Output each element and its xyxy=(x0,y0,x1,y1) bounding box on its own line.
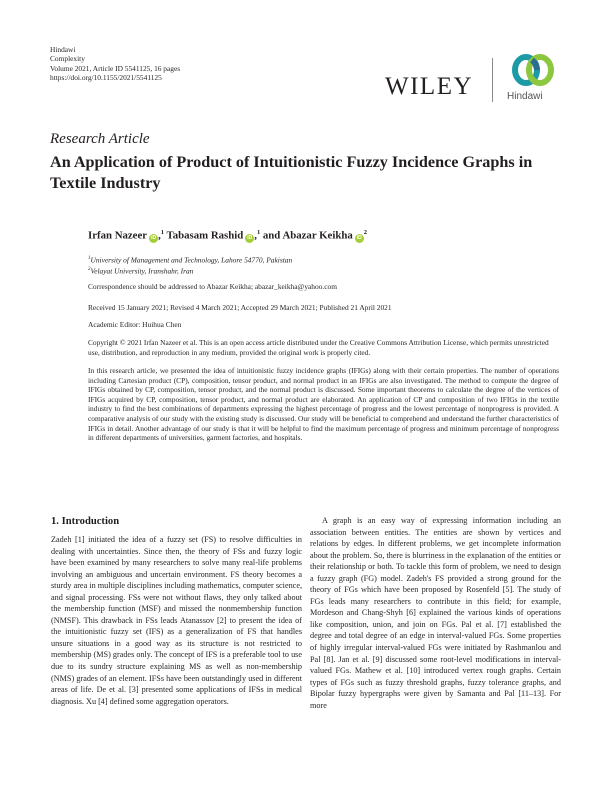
wiley-logo: WILEY xyxy=(385,73,474,100)
paragraph: A graph is an easy way of expressing information including an association between entities. The entities are shown by vertices and relations by edges. In different problems, we get incomplete information about the problem. So, there is blurriness in the explanation of the entities or their relationship or both. To tackle this form of problem, we need to design a fuzzy graph (FG) model. Zadeh's FS provided a strong ground for the theory of FGs which have been proposed by Rosenfeld [5]. The study of FGs leads many researchers to contribute in this field; for example, Mordeson and Chang-Shyh [6] explained the various kinds of operations like composition, union, and join on FGs. Pal et al. [7] established the degree and total degree of an edge in interval-valued FGs. Some properties of highly irregular interval-valued FGs were initiated by Rashmanlou and Pal [8]. Jan et al. [9] discussed some root-level modifications in interval-valued FGs. Mathew et al. [10] introduced vertex rough graphs. Certain types of FGs such as fuzzy threshold graphs, fuzzy tolerance graphs, and Bipolar fuzzy hypergraphs were given by Samanta and Pal [11–13]. For more xyxy=(310,516,561,710)
orcid-icon[interactable]: iD xyxy=(247,234,253,241)
copyright-notice: Copyright © 2021 Irfan Nazeer et al. This is an open access article distributed under the Creative Commons Attribution License, which permits unrestricted use, distribution, and reproduction in any medium, provided the original work is properly cited. xyxy=(88,338,549,357)
hindawi-logo-icon xyxy=(510,52,556,88)
left-column xyxy=(51,515,302,707)
affiliation-item: $^2$Velayat University, Iranshahr, Iran xyxy=(88,266,194,276)
author-name: Tabasam Rashid xyxy=(166,229,244,242)
affiliation-marker: 2 xyxy=(363,229,367,236)
logo-divider xyxy=(492,58,493,102)
hindawi-wordmark: Hindawi xyxy=(507,91,543,102)
affiliation-marker: 1 xyxy=(160,229,165,236)
journal-meta xyxy=(50,45,180,83)
abstract: In this research article, we presented the idea of intuitionistic fuzzy incidence graphs (IFIGs) along with their certain properties. The number of operations including Cartesian product (CP), composition, tensor product, and normal product in an IFIGs are also investigated. The method to compute the degree of IFIGs obtained by CP, composition, tensor product, and the normal product is discussed. Some important theorems to calculate the degree of the vertices of IFIGs acquired by CP, composition, tensor product, and normal product are elaborated. An application of CP and composition of two IFIGs in the textile industry to find the best combinations of departments expressing the highest percentage of progress and the lowest percentage of nonprogress is provided. A comparative analysis of our study with the existing study is discussed. Our study will be beneficial to comprehend and understand the further characteristics of IFIGs in detail. Another advantage of our study is that it will be helpful to find the maximum percentage of progress and minimum percentage of nonprogress in different departments of universities, garment factories, and hospitals. xyxy=(88,366,559,443)
section-heading: 1. Introduction xyxy=(51,516,120,527)
article-title: An Application of Product of Intuitionistic Fuzzy Incidence Graphs in Textile Industry xyxy=(50,153,533,192)
affiliation-item: $^1$University of Management and Technology, Lahore 54770, Pakistan xyxy=(88,255,293,265)
paragraph: Zadeh [1] initiated the idea of a fuzzy set (FS) to resolve difficulties in dealing with uncertainties. Since then, the theory of FSs and fuzzy logic have been examined by many researchers to solve many real-life problems involving an ambiguous and uncertain environment. FS theory becomes a sturdy area in multiple disciplines including mathematics, computer science, and signal processing. FSs were not without flaws, they only talked about the membership function (MSF) and missed the nonmembership function (NMSF). This drawback in FSs leads Atanassov [2] to present the idea of the intuitionistic fuzzy set (IFS) as a generalization of FS that handles unsure situations in a good way as its structure is not restricted to membership (MS) grades only. The concept of IFS is a preferable tool to use due to its sundry structure explaining MS as well as non-membership (NMS) grades of an element. IFSs have been outstandingly used in different areas of life. De et al. [3] presented some applications of IFSs in medical diagnosis. Xu [4] defined some aggregation operators. xyxy=(51,535,302,706)
publication-dates: Received 15 January 2021; Revised 4 March 2021; Accepted 29 March 2021; Published 21 April 2021 xyxy=(88,303,392,312)
orcid-icon[interactable]: iD xyxy=(151,234,157,241)
publisher-logos xyxy=(385,48,565,106)
author-conjunction: and xyxy=(262,229,281,242)
publisher-name: Hindawi xyxy=(50,45,76,54)
orcid-icon[interactable]: iD xyxy=(356,234,362,241)
journal-name: Complexity xyxy=(50,54,85,64)
affiliation-marker: 1 xyxy=(256,229,261,236)
academic-editor: Academic Editor: Huihua Chen xyxy=(88,320,182,329)
doi-link[interactable]: https://doi.org/10.1155/2021/5541125 xyxy=(50,73,162,83)
author-list: Irfan Nazeer iD ,$^1$ Tabasam Rashid iD ,$^1$ and Abazar Keikha $iD^2$ xyxy=(88,229,367,242)
correspondence: Correspondence should be addressed to Abazar Keikha; abazar_keikha@yahoo.com xyxy=(88,282,337,291)
article-type: Research Article xyxy=(50,131,150,147)
right-column xyxy=(310,515,561,711)
author-name: Abazar Keikha xyxy=(282,229,353,242)
volume-info: Volume 2021, Article ID 5541125, 16 pages xyxy=(50,63,181,73)
author-name: Irfan Nazeer xyxy=(88,229,148,242)
affiliations xyxy=(88,254,292,276)
